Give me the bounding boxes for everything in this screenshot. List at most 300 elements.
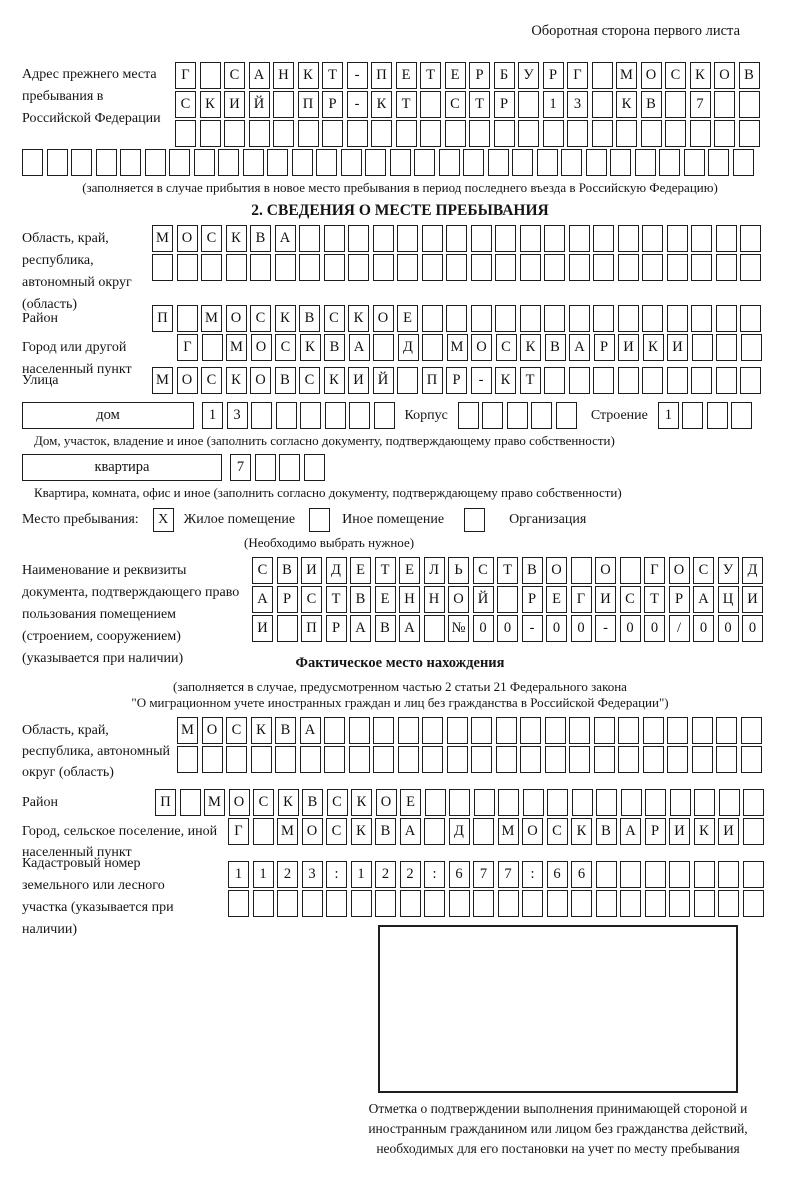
char-cell[interactable] <box>446 305 467 332</box>
char-cell[interactable] <box>200 62 221 89</box>
char-cell[interactable] <box>518 91 539 118</box>
char-cell[interactable]: В <box>250 225 271 252</box>
char-cell[interactable]: А <box>350 615 371 642</box>
char-cell[interactable] <box>349 717 370 744</box>
char-cell[interactable]: А <box>252 586 273 613</box>
char-cell[interactable]: 0 <box>546 615 567 642</box>
char-cell[interactable]: И <box>224 91 245 118</box>
char-cell[interactable] <box>348 225 369 252</box>
char-cell[interactable]: М <box>447 334 468 361</box>
char-cell[interactable]: / <box>669 615 690 642</box>
char-cell[interactable]: Г <box>228 818 249 845</box>
char-cell[interactable]: С <box>547 818 568 845</box>
char-cell[interactable]: К <box>643 334 664 361</box>
char-cell[interactable] <box>592 91 613 118</box>
char-cell[interactable] <box>226 746 247 773</box>
char-cell[interactable]: Ц <box>718 586 739 613</box>
char-cell[interactable] <box>400 890 421 917</box>
char-cell[interactable] <box>422 225 443 252</box>
char-cell[interactable] <box>743 890 764 917</box>
char-cell[interactable] <box>277 890 298 917</box>
char-cell[interactable] <box>523 789 544 816</box>
char-cell[interactable] <box>422 746 443 773</box>
char-cell[interactable]: 1 <box>202 402 223 429</box>
char-cell[interactable] <box>620 890 641 917</box>
char-cell[interactable]: Б <box>494 62 515 89</box>
char-cell[interactable] <box>424 818 445 845</box>
char-cell[interactable] <box>373 225 394 252</box>
char-cell[interactable] <box>177 305 198 332</box>
char-cell[interactable]: И <box>348 367 369 394</box>
char-cell[interactable]: Г <box>175 62 196 89</box>
char-cell[interactable] <box>324 225 345 252</box>
char-cell[interactable] <box>707 402 728 429</box>
char-cell[interactable] <box>620 861 641 888</box>
char-cell[interactable]: И <box>667 334 688 361</box>
char-cell[interactable]: В <box>275 717 296 744</box>
char-cell[interactable]: С <box>445 91 466 118</box>
char-cell[interactable] <box>202 746 223 773</box>
char-cell[interactable]: Р <box>645 818 666 845</box>
checkbox-other-premises[interactable] <box>309 508 330 532</box>
char-cell[interactable]: 0 <box>742 615 763 642</box>
char-cell[interactable]: В <box>641 91 662 118</box>
char-cell[interactable]: 1 <box>228 861 249 888</box>
char-cell[interactable]: О <box>177 367 198 394</box>
char-cell[interactable] <box>692 746 713 773</box>
char-cell[interactable] <box>665 120 686 147</box>
char-cell[interactable]: Н <box>399 586 420 613</box>
char-cell[interactable] <box>544 225 565 252</box>
char-cell[interactable]: Н <box>273 62 294 89</box>
char-cell[interactable]: К <box>298 62 319 89</box>
char-cell[interactable]: Т <box>520 367 541 394</box>
char-cell[interactable] <box>520 254 541 281</box>
char-cell[interactable]: Е <box>375 586 396 613</box>
char-cell[interactable] <box>518 120 539 147</box>
char-cell[interactable] <box>471 305 492 332</box>
char-cell[interactable] <box>458 402 479 429</box>
char-cell[interactable]: К <box>616 91 637 118</box>
char-cell[interactable] <box>374 402 395 429</box>
char-cell[interactable] <box>569 746 590 773</box>
char-cell[interactable] <box>47 149 68 176</box>
char-cell[interactable] <box>596 789 617 816</box>
char-cell[interactable]: С <box>252 557 273 584</box>
char-cell[interactable] <box>300 402 321 429</box>
char-cell[interactable] <box>740 254 761 281</box>
char-cell[interactable] <box>569 254 590 281</box>
char-cell[interactable]: П <box>301 615 322 642</box>
char-cell[interactable] <box>694 890 715 917</box>
char-cell[interactable] <box>422 305 443 332</box>
char-cell[interactable] <box>371 120 392 147</box>
char-cell[interactable] <box>474 789 495 816</box>
char-cell[interactable]: - <box>347 62 368 89</box>
char-cell[interactable]: Р <box>326 615 347 642</box>
char-cell[interactable] <box>390 149 411 176</box>
char-cell[interactable]: Р <box>543 62 564 89</box>
char-cell[interactable]: В <box>275 367 296 394</box>
char-cell[interactable]: Е <box>400 789 421 816</box>
char-cell[interactable]: А <box>300 717 321 744</box>
char-cell[interactable] <box>224 120 245 147</box>
char-cell[interactable] <box>618 305 639 332</box>
char-cell[interactable] <box>420 91 441 118</box>
char-cell[interactable]: В <box>350 586 371 613</box>
char-cell[interactable]: В <box>375 615 396 642</box>
char-cell[interactable]: 2 <box>400 861 421 888</box>
char-cell[interactable]: У <box>518 62 539 89</box>
char-cell[interactable] <box>471 746 492 773</box>
char-cell[interactable]: К <box>200 91 221 118</box>
char-cell[interactable]: С <box>326 818 347 845</box>
char-cell[interactable] <box>302 890 323 917</box>
char-cell[interactable]: М <box>152 367 173 394</box>
char-cell[interactable]: 0 <box>571 615 592 642</box>
char-cell[interactable]: Н <box>424 586 445 613</box>
char-cell[interactable]: С <box>324 305 345 332</box>
char-cell[interactable] <box>694 789 715 816</box>
char-cell[interactable] <box>572 789 593 816</box>
char-cell[interactable]: : <box>522 861 543 888</box>
char-cell[interactable] <box>177 746 198 773</box>
char-cell[interactable] <box>731 402 752 429</box>
char-cell[interactable] <box>152 254 173 281</box>
char-cell[interactable]: С <box>250 305 271 332</box>
char-cell[interactable] <box>275 254 296 281</box>
char-cell[interactable]: А <box>275 225 296 252</box>
char-cell[interactable] <box>250 254 271 281</box>
char-cell[interactable] <box>175 120 196 147</box>
char-cell[interactable] <box>543 120 564 147</box>
char-cell[interactable]: К <box>495 367 516 394</box>
char-cell[interactable] <box>375 890 396 917</box>
char-cell[interactable]: О <box>250 367 271 394</box>
char-cell[interactable]: Р <box>669 586 690 613</box>
char-cell[interactable]: Т <box>396 91 417 118</box>
char-cell[interactable]: О <box>202 717 223 744</box>
char-cell[interactable] <box>316 149 337 176</box>
char-cell[interactable] <box>71 149 92 176</box>
char-cell[interactable] <box>691 225 712 252</box>
char-cell[interactable] <box>349 402 370 429</box>
char-cell[interactable] <box>397 225 418 252</box>
char-cell[interactable] <box>694 861 715 888</box>
char-cell[interactable] <box>714 91 735 118</box>
char-cell[interactable]: Р <box>469 62 490 89</box>
char-cell[interactable]: С <box>327 789 348 816</box>
char-cell[interactable] <box>373 717 394 744</box>
char-cell[interactable]: П <box>371 62 392 89</box>
char-cell[interactable] <box>718 890 739 917</box>
char-cell[interactable] <box>251 402 272 429</box>
char-cell[interactable] <box>618 254 639 281</box>
char-cell[interactable] <box>180 789 201 816</box>
char-cell[interactable]: И <box>252 615 273 642</box>
char-cell[interactable] <box>473 890 494 917</box>
char-cell[interactable]: В <box>545 334 566 361</box>
char-cell[interactable] <box>169 149 190 176</box>
char-cell[interactable]: К <box>694 818 715 845</box>
checkbox-residential[interactable]: X <box>153 508 174 532</box>
char-cell[interactable] <box>471 225 492 252</box>
char-cell[interactable]: 0 <box>620 615 641 642</box>
char-cell[interactable]: А <box>249 62 270 89</box>
char-cell[interactable] <box>324 717 345 744</box>
char-cell[interactable]: О <box>251 334 272 361</box>
char-cell[interactable]: В <box>299 305 320 332</box>
char-cell[interactable]: И <box>742 586 763 613</box>
char-cell[interactable] <box>643 717 664 744</box>
char-cell[interactable] <box>714 120 735 147</box>
char-cell[interactable]: С <box>253 789 274 816</box>
char-cell[interactable]: К <box>300 334 321 361</box>
char-cell[interactable]: Т <box>644 586 665 613</box>
char-cell[interactable]: С <box>201 225 222 252</box>
char-cell[interactable]: 6 <box>449 861 470 888</box>
char-cell[interactable] <box>349 746 370 773</box>
char-cell[interactable] <box>740 367 761 394</box>
char-cell[interactable] <box>425 789 446 816</box>
char-cell[interactable] <box>520 746 541 773</box>
char-cell[interactable]: Е <box>546 586 567 613</box>
char-cell[interactable]: Е <box>445 62 466 89</box>
char-cell[interactable]: : <box>326 861 347 888</box>
char-cell[interactable] <box>424 890 445 917</box>
char-cell[interactable]: О <box>471 334 492 361</box>
char-cell[interactable] <box>22 149 43 176</box>
char-cell[interactable] <box>96 149 117 176</box>
char-cell[interactable]: К <box>520 334 541 361</box>
char-cell[interactable]: М <box>616 62 637 89</box>
char-cell[interactable] <box>692 717 713 744</box>
char-cell[interactable]: О <box>595 557 616 584</box>
checkbox-organization[interactable] <box>464 508 485 532</box>
char-cell[interactable]: С <box>620 586 641 613</box>
char-cell[interactable] <box>741 717 762 744</box>
char-cell[interactable] <box>544 254 565 281</box>
char-cell[interactable]: К <box>371 91 392 118</box>
char-cell[interactable] <box>739 91 760 118</box>
char-cell[interactable] <box>422 334 443 361</box>
char-cell[interactable] <box>449 789 470 816</box>
char-cell[interactable]: О <box>302 818 323 845</box>
char-cell[interactable]: П <box>152 305 173 332</box>
char-cell[interactable] <box>642 305 663 332</box>
char-cell[interactable] <box>621 789 642 816</box>
char-cell[interactable]: С <box>175 91 196 118</box>
char-cell[interactable] <box>561 149 582 176</box>
char-cell[interactable]: М <box>498 818 519 845</box>
char-cell[interactable] <box>716 225 737 252</box>
char-cell[interactable] <box>667 367 688 394</box>
char-cell[interactable]: К <box>348 305 369 332</box>
char-cell[interactable] <box>520 305 541 332</box>
char-cell[interactable] <box>471 254 492 281</box>
char-cell[interactable] <box>446 254 467 281</box>
char-cell[interactable] <box>347 120 368 147</box>
char-cell[interactable] <box>743 789 764 816</box>
char-cell[interactable]: А <box>693 586 714 613</box>
char-cell[interactable] <box>544 367 565 394</box>
char-cell[interactable]: Р <box>522 586 543 613</box>
char-cell[interactable]: В <box>324 334 345 361</box>
char-cell[interactable] <box>665 91 686 118</box>
char-cell[interactable]: Т <box>469 91 490 118</box>
char-cell[interactable]: Д <box>398 334 419 361</box>
char-cell[interactable]: Й <box>249 91 270 118</box>
char-cell[interactable] <box>586 149 607 176</box>
char-cell[interactable]: Д <box>449 818 470 845</box>
char-cell[interactable] <box>365 149 386 176</box>
char-cell[interactable] <box>716 305 737 332</box>
char-cell[interactable] <box>610 149 631 176</box>
char-cell[interactable]: Л <box>424 557 445 584</box>
char-cell[interactable]: О <box>669 557 690 584</box>
char-cell[interactable]: Р <box>594 334 615 361</box>
char-cell[interactable]: Р <box>322 91 343 118</box>
char-cell[interactable] <box>326 890 347 917</box>
char-cell[interactable]: О <box>714 62 735 89</box>
char-cell[interactable] <box>276 402 297 429</box>
char-cell[interactable]: Т <box>420 62 441 89</box>
char-cell[interactable] <box>273 91 294 118</box>
char-cell[interactable]: С <box>201 367 222 394</box>
char-cell[interactable] <box>531 402 552 429</box>
char-cell[interactable]: И <box>595 586 616 613</box>
char-cell[interactable] <box>373 254 394 281</box>
char-cell[interactable] <box>620 557 641 584</box>
char-cell[interactable]: 0 <box>718 615 739 642</box>
char-cell[interactable]: А <box>349 334 370 361</box>
char-cell[interactable]: С <box>496 334 517 361</box>
char-cell[interactable] <box>667 746 688 773</box>
char-cell[interactable]: 6 <box>547 861 568 888</box>
char-cell[interactable] <box>743 818 764 845</box>
char-cell[interactable] <box>642 225 663 252</box>
char-cell[interactable] <box>495 225 516 252</box>
char-cell[interactable]: 0 <box>497 615 518 642</box>
char-cell[interactable]: Т <box>326 586 347 613</box>
char-cell[interactable] <box>202 334 223 361</box>
char-cell[interactable]: 0 <box>473 615 494 642</box>
char-cell[interactable] <box>567 120 588 147</box>
char-cell[interactable] <box>690 120 711 147</box>
char-cell[interactable]: О <box>522 818 543 845</box>
char-cell[interactable]: К <box>324 367 345 394</box>
char-cell[interactable] <box>739 120 760 147</box>
char-cell[interactable] <box>498 789 519 816</box>
char-cell[interactable] <box>325 402 346 429</box>
char-cell[interactable] <box>670 789 691 816</box>
char-cell[interactable] <box>691 305 712 332</box>
char-cell[interactable] <box>593 367 614 394</box>
char-cell[interactable]: - <box>347 91 368 118</box>
char-cell[interactable] <box>691 367 712 394</box>
char-cell[interactable]: Г <box>644 557 665 584</box>
char-cell[interactable] <box>469 120 490 147</box>
char-cell[interactable] <box>449 890 470 917</box>
char-cell[interactable]: 7 <box>690 91 711 118</box>
char-cell[interactable]: К <box>351 789 372 816</box>
char-cell[interactable] <box>716 254 737 281</box>
char-cell[interactable] <box>592 120 613 147</box>
char-cell[interactable] <box>618 717 639 744</box>
char-cell[interactable] <box>495 254 516 281</box>
char-cell[interactable]: 7 <box>498 861 519 888</box>
char-cell[interactable] <box>618 746 639 773</box>
char-cell[interactable] <box>498 890 519 917</box>
char-cell[interactable] <box>488 149 509 176</box>
char-cell[interactable]: Т <box>322 62 343 89</box>
char-cell[interactable] <box>194 149 215 176</box>
char-cell[interactable] <box>351 890 372 917</box>
char-cell[interactable]: Д <box>326 557 347 584</box>
char-cell[interactable]: К <box>275 305 296 332</box>
char-cell[interactable] <box>422 254 443 281</box>
char-cell[interactable]: К <box>278 789 299 816</box>
char-cell[interactable] <box>669 861 690 888</box>
char-cell[interactable]: К <box>351 818 372 845</box>
char-cell[interactable] <box>420 120 441 147</box>
char-cell[interactable]: 2 <box>277 861 298 888</box>
char-cell[interactable]: М <box>277 818 298 845</box>
char-cell[interactable]: В <box>596 818 617 845</box>
char-cell[interactable] <box>512 149 533 176</box>
char-cell[interactable] <box>569 717 590 744</box>
char-cell[interactable]: И <box>618 334 639 361</box>
char-cell[interactable]: Е <box>397 305 418 332</box>
char-cell[interactable]: Й <box>373 367 394 394</box>
char-cell[interactable]: А <box>620 818 641 845</box>
char-cell[interactable]: Д <box>742 557 763 584</box>
char-cell[interactable]: К <box>226 225 247 252</box>
char-cell[interactable] <box>643 746 664 773</box>
char-cell[interactable]: С <box>693 557 714 584</box>
char-cell[interactable]: М <box>177 717 198 744</box>
char-cell[interactable]: К <box>690 62 711 89</box>
char-cell[interactable]: В <box>522 557 543 584</box>
char-cell[interactable] <box>593 305 614 332</box>
char-cell[interactable] <box>740 225 761 252</box>
char-cell[interactable] <box>596 861 617 888</box>
char-cell[interactable] <box>251 746 272 773</box>
char-cell[interactable] <box>716 717 737 744</box>
char-cell[interactable] <box>544 305 565 332</box>
char-cell[interactable]: О <box>376 789 397 816</box>
char-cell[interactable] <box>537 149 558 176</box>
char-cell[interactable]: С <box>226 717 247 744</box>
char-cell[interactable] <box>200 120 221 147</box>
char-cell[interactable]: В <box>375 818 396 845</box>
char-cell[interactable] <box>277 615 298 642</box>
char-cell[interactable]: 7 <box>473 861 494 888</box>
char-cell[interactable] <box>718 861 739 888</box>
char-cell[interactable] <box>496 746 517 773</box>
char-cell[interactable]: 0 <box>693 615 714 642</box>
char-cell[interactable]: 3 <box>302 861 323 888</box>
char-cell[interactable] <box>471 717 492 744</box>
char-cell[interactable] <box>716 334 737 361</box>
char-cell[interactable] <box>593 254 614 281</box>
char-cell[interactable]: Е <box>350 557 371 584</box>
char-cell[interactable] <box>292 149 313 176</box>
char-cell[interactable] <box>218 149 239 176</box>
char-cell[interactable]: И <box>718 818 739 845</box>
char-cell[interactable] <box>667 305 688 332</box>
char-cell[interactable] <box>446 225 467 252</box>
